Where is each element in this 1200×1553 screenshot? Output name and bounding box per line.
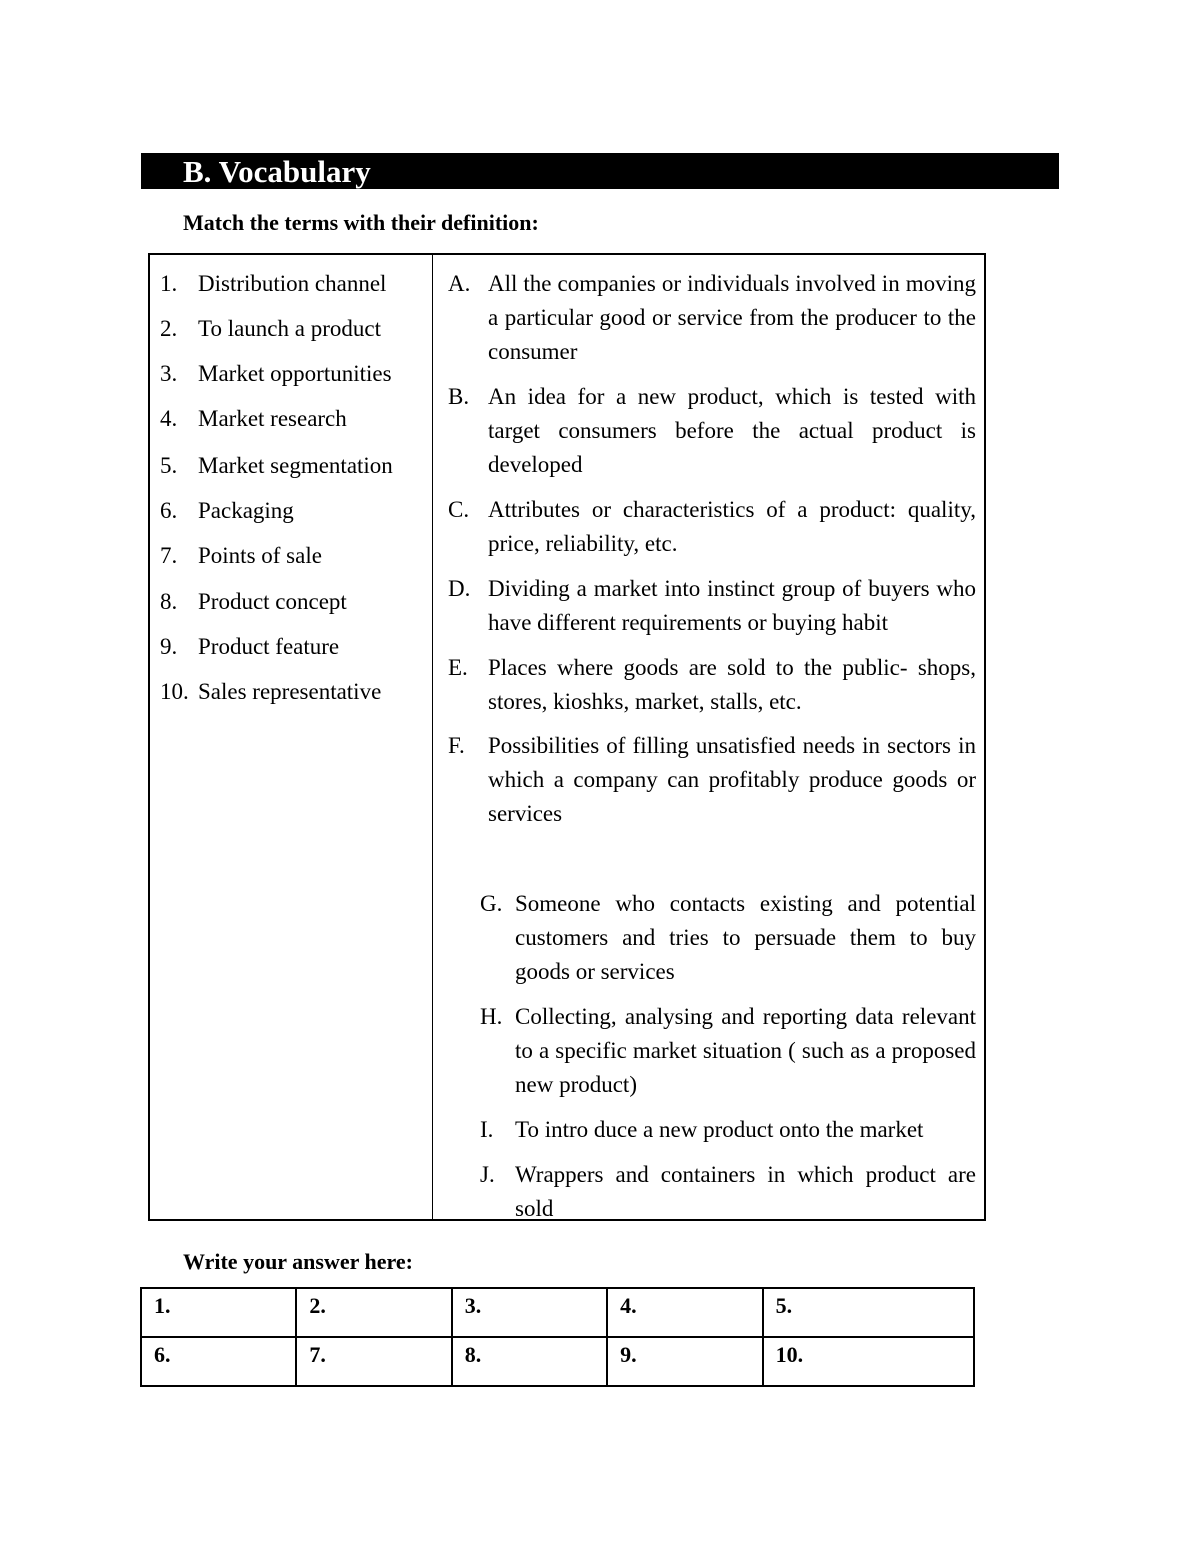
definition-item xyxy=(480,1000,976,1102)
answer-cell-4[interactable]: 4. xyxy=(607,1288,762,1337)
definition-text: Collecting, analysing and reporting data relevant to a specific market situation ( such as a proposed new product) xyxy=(515,1004,976,1097)
term-text: Points of sale xyxy=(198,543,322,568)
term-item xyxy=(160,359,392,389)
definition-item xyxy=(448,493,976,561)
instruction-text: Match the terms with their definition: xyxy=(183,210,539,235)
term-item xyxy=(160,587,347,617)
term-number: 6. xyxy=(160,498,178,523)
answer-cell-6[interactable]: 6. xyxy=(141,1337,296,1386)
term-text: Distribution channel xyxy=(198,271,387,296)
term-number: 9. xyxy=(160,634,178,659)
term-number: 2. xyxy=(160,316,178,341)
definition-item xyxy=(480,1158,976,1226)
definition-item xyxy=(448,572,976,640)
definition-text: An idea for a new product, which is tested with target consumers before the actual product is developed xyxy=(488,384,976,477)
term-item xyxy=(160,496,294,526)
answer-label: Write your answer here: xyxy=(183,1249,413,1274)
definition-text: Dividing a market into instinct group of buyers who have different requirements or buying habit xyxy=(488,576,976,635)
term-text: Sales representative xyxy=(198,679,382,704)
term-number: 1. xyxy=(160,271,178,296)
definition-letter: A. xyxy=(448,271,471,296)
answer-grid xyxy=(140,1287,975,1387)
definition-item xyxy=(448,729,976,831)
definition-text: To intro duce a new product onto the market xyxy=(515,1117,924,1142)
definition-text: Possibilities of filling unsatisfied needs in sectors in which a company can profitably produce goods or services xyxy=(488,733,976,826)
definition-text: Places where goods are sold to the public- shops, stores, kioshks, market, stalls, etc. xyxy=(488,655,976,714)
answer-cell-1[interactable]: 1. xyxy=(141,1288,296,1337)
term-text: To launch a product xyxy=(198,316,381,341)
definition-text: All the companies or individuals involved in moving a particular good or service from the producer to the consumer xyxy=(488,271,976,364)
answer-cell-8[interactable]: 8. xyxy=(452,1337,607,1386)
answer-row xyxy=(141,1337,974,1386)
definition-item xyxy=(448,380,976,482)
definition-item xyxy=(448,651,976,719)
definition-item xyxy=(448,267,976,369)
term-item xyxy=(160,404,347,434)
definition-letter: H. xyxy=(480,1004,503,1029)
definition-letter: G. xyxy=(480,891,503,916)
term-item xyxy=(160,677,381,707)
definition-item xyxy=(480,1113,976,1147)
term-text: Packaging xyxy=(198,498,294,523)
term-item xyxy=(160,632,339,662)
definition-item xyxy=(480,887,976,989)
matching-table xyxy=(148,253,986,1221)
term-number: 5. xyxy=(160,453,178,478)
term-number: 10. xyxy=(160,679,189,704)
answer-cell-7[interactable]: 7. xyxy=(296,1337,451,1386)
answer-cell-5[interactable]: 5. xyxy=(763,1288,974,1337)
definition-letter: C. xyxy=(448,497,470,522)
term-text: Market research xyxy=(198,406,347,431)
section-title: B. Vocabulary xyxy=(183,154,371,189)
term-text: Product feature xyxy=(198,634,340,659)
term-item xyxy=(160,269,386,299)
term-number: 4. xyxy=(160,406,178,431)
definition-letter: F. xyxy=(448,733,465,758)
definition-text: Wrappers and containers in which product are sold xyxy=(515,1162,976,1221)
column-divider xyxy=(432,255,433,1219)
definition-text: Someone who contacts existing and potential customers and tries to persuade them to buy goods or services xyxy=(515,891,976,984)
term-text: Product concept xyxy=(198,589,347,614)
term-text: Market segmentation xyxy=(198,453,393,478)
definition-letter: E. xyxy=(448,655,468,680)
definition-letter: B. xyxy=(448,384,470,409)
definition-text: Attributes or characteristics of a product: quality, price, reliability, etc. xyxy=(488,497,976,556)
definition-letter: D. xyxy=(448,576,471,601)
definition-letter: I. xyxy=(480,1117,494,1142)
definition-letter: J. xyxy=(480,1162,495,1187)
term-text: Market opportunities xyxy=(198,361,392,386)
term-number: 8. xyxy=(160,589,178,614)
answer-cell-9[interactable]: 9. xyxy=(607,1337,762,1386)
answer-row xyxy=(141,1288,974,1337)
answer-cell-2[interactable]: 2. xyxy=(296,1288,451,1337)
term-item xyxy=(160,541,322,571)
answer-cell-10[interactable]: 10. xyxy=(763,1337,974,1386)
term-item xyxy=(160,451,393,481)
term-item xyxy=(160,314,381,344)
term-number: 3. xyxy=(160,361,178,386)
term-number: 7. xyxy=(160,543,178,568)
answer-cell-3[interactable]: 3. xyxy=(452,1288,607,1337)
